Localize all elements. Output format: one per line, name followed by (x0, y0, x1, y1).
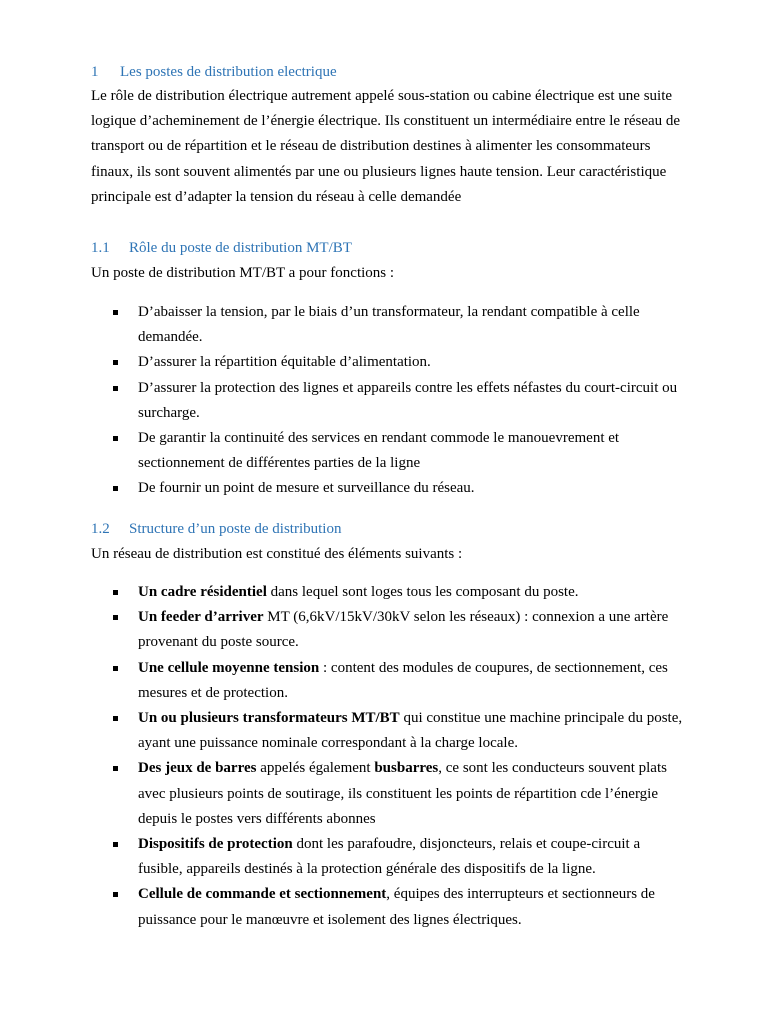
section-1-2-intro: Un réseau de distribution est constitué des éléments suivants : (91, 546, 463, 562)
list-item-term: Un cadre résidentiel (138, 584, 267, 600)
section-1-1-list (110, 300, 686, 502)
square-bullet-icon (113, 310, 118, 315)
section-1-title: Les postes de distribution electrique (120, 64, 337, 80)
list-item-text: D’abaisser la tension, par le biais d’un transformateur, la rendant compatible à celle demandée. (138, 304, 640, 346)
section-1-heading (91, 62, 337, 82)
list-item-term-2: busbarres (374, 760, 439, 777)
list-item (110, 350, 686, 375)
square-bullet-icon (113, 615, 118, 620)
section-1-1-heading (91, 238, 352, 258)
list-item-text: qui constitue une machine principale du poste, ayant une puissance nominale correspondant à la charge locale. (138, 710, 683, 752)
section-1-1-title: Rôle du poste de distribution MT/BT (129, 240, 352, 256)
square-bullet-icon (113, 386, 118, 391)
square-bullet-icon (113, 486, 118, 491)
square-bullet-icon (113, 766, 118, 771)
square-bullet-icon (113, 666, 118, 671)
square-bullet-icon (113, 892, 118, 897)
list-item (110, 605, 686, 655)
list-item-term: Cellule de commande et sectionnement (138, 886, 387, 903)
list-item-term: Un ou plusieurs transformateurs MT/BT (138, 710, 400, 727)
list-item (110, 476, 686, 501)
list-item-term: Dispositifs de protection (138, 836, 293, 853)
list-item-text-2: , ce sont les conducteurs souvent plats avec plusieurs points de soutirage, ils constituent les points de répartition cde l’énergie depuis le postes vers différents abonnes (138, 760, 667, 827)
list-item (110, 882, 686, 932)
list-item-text: , équipes des interrupteurs et sectionneurs de puissance pour le manœuvre et isolement des lignes électriques. (138, 886, 655, 928)
section-1-2-title: Structure d’un poste de distribution (129, 521, 342, 537)
list-item (110, 300, 686, 350)
list-item-text: De garantir la continuité des services en rendant commode le manouevrement et sectionnement de différentes parties de la ligne (138, 430, 620, 472)
list-item-text: : content des modules de coupures, de sectionnement, ces mesures et de protection. (138, 659, 668, 701)
list-item (110, 376, 686, 426)
square-bullet-icon (113, 716, 118, 721)
list-item (110, 656, 686, 706)
section-1-2-list (110, 580, 686, 933)
list-item-term: Une cellule moyenne tension (138, 659, 320, 676)
list-item-text: D’assurer la protection des lignes et appareils contre les effets néfastes du court-circuit ou surcharge. (138, 379, 678, 421)
section-1-2-heading (91, 519, 341, 539)
square-bullet-icon (113, 360, 118, 365)
list-item-text: dans lequel sont loges tous les composant du poste. (266, 584, 579, 600)
square-bullet-icon (113, 590, 118, 595)
list-item (110, 426, 686, 476)
square-bullet-icon (113, 436, 118, 441)
list-item-term: Un feeder d’arriver (138, 609, 264, 626)
list-item-text: De fournir un point de mesure et surveillance du réseau. (138, 480, 475, 497)
section-1-1-number: 1.1 (91, 240, 110, 256)
square-bullet-icon (113, 842, 118, 847)
list-item-text: appelés également (256, 760, 375, 777)
list-item-text: D’assurer la répartition équitable d’alimentation. (138, 354, 431, 371)
list-item (110, 832, 686, 882)
section-1-number: 1 (91, 64, 99, 80)
list-item (110, 580, 686, 605)
section-1-1-intro: Un poste de distribution MT/BT a pour fonctions : (91, 265, 395, 281)
list-item (110, 756, 686, 832)
list-item-term: Des jeux de barres (138, 760, 257, 777)
section-1-2-number: 1.2 (91, 521, 110, 537)
list-item-text: dont les parafoudre, disjoncteurs, relais et coupe-circuit a fusible, appareils destinés à la protection générale des dispositifs de la ligne. (138, 836, 641, 878)
section-1-paragraph: Le rôle de distribution électrique autrement appelé sous-station ou cabine électrique est une suite logique d’acheminement de l’énergie électrique. Ils constituent un intermédiaire entre le réseau de transport ou de répartition et le réseau de distribution destines à alimenter les consommateurs finaux, ils sont souvent alimentés par une ou plusieurs lignes haute tension. Leur caractéristique principale est d’adapter la tension du réseau à celle demandée (91, 88, 681, 205)
list-item (110, 706, 686, 756)
list-item-text: MT (6,6kV/15kV/30kV selon les réseaux) : connexion a une artère provenant du poste source. (138, 609, 669, 651)
